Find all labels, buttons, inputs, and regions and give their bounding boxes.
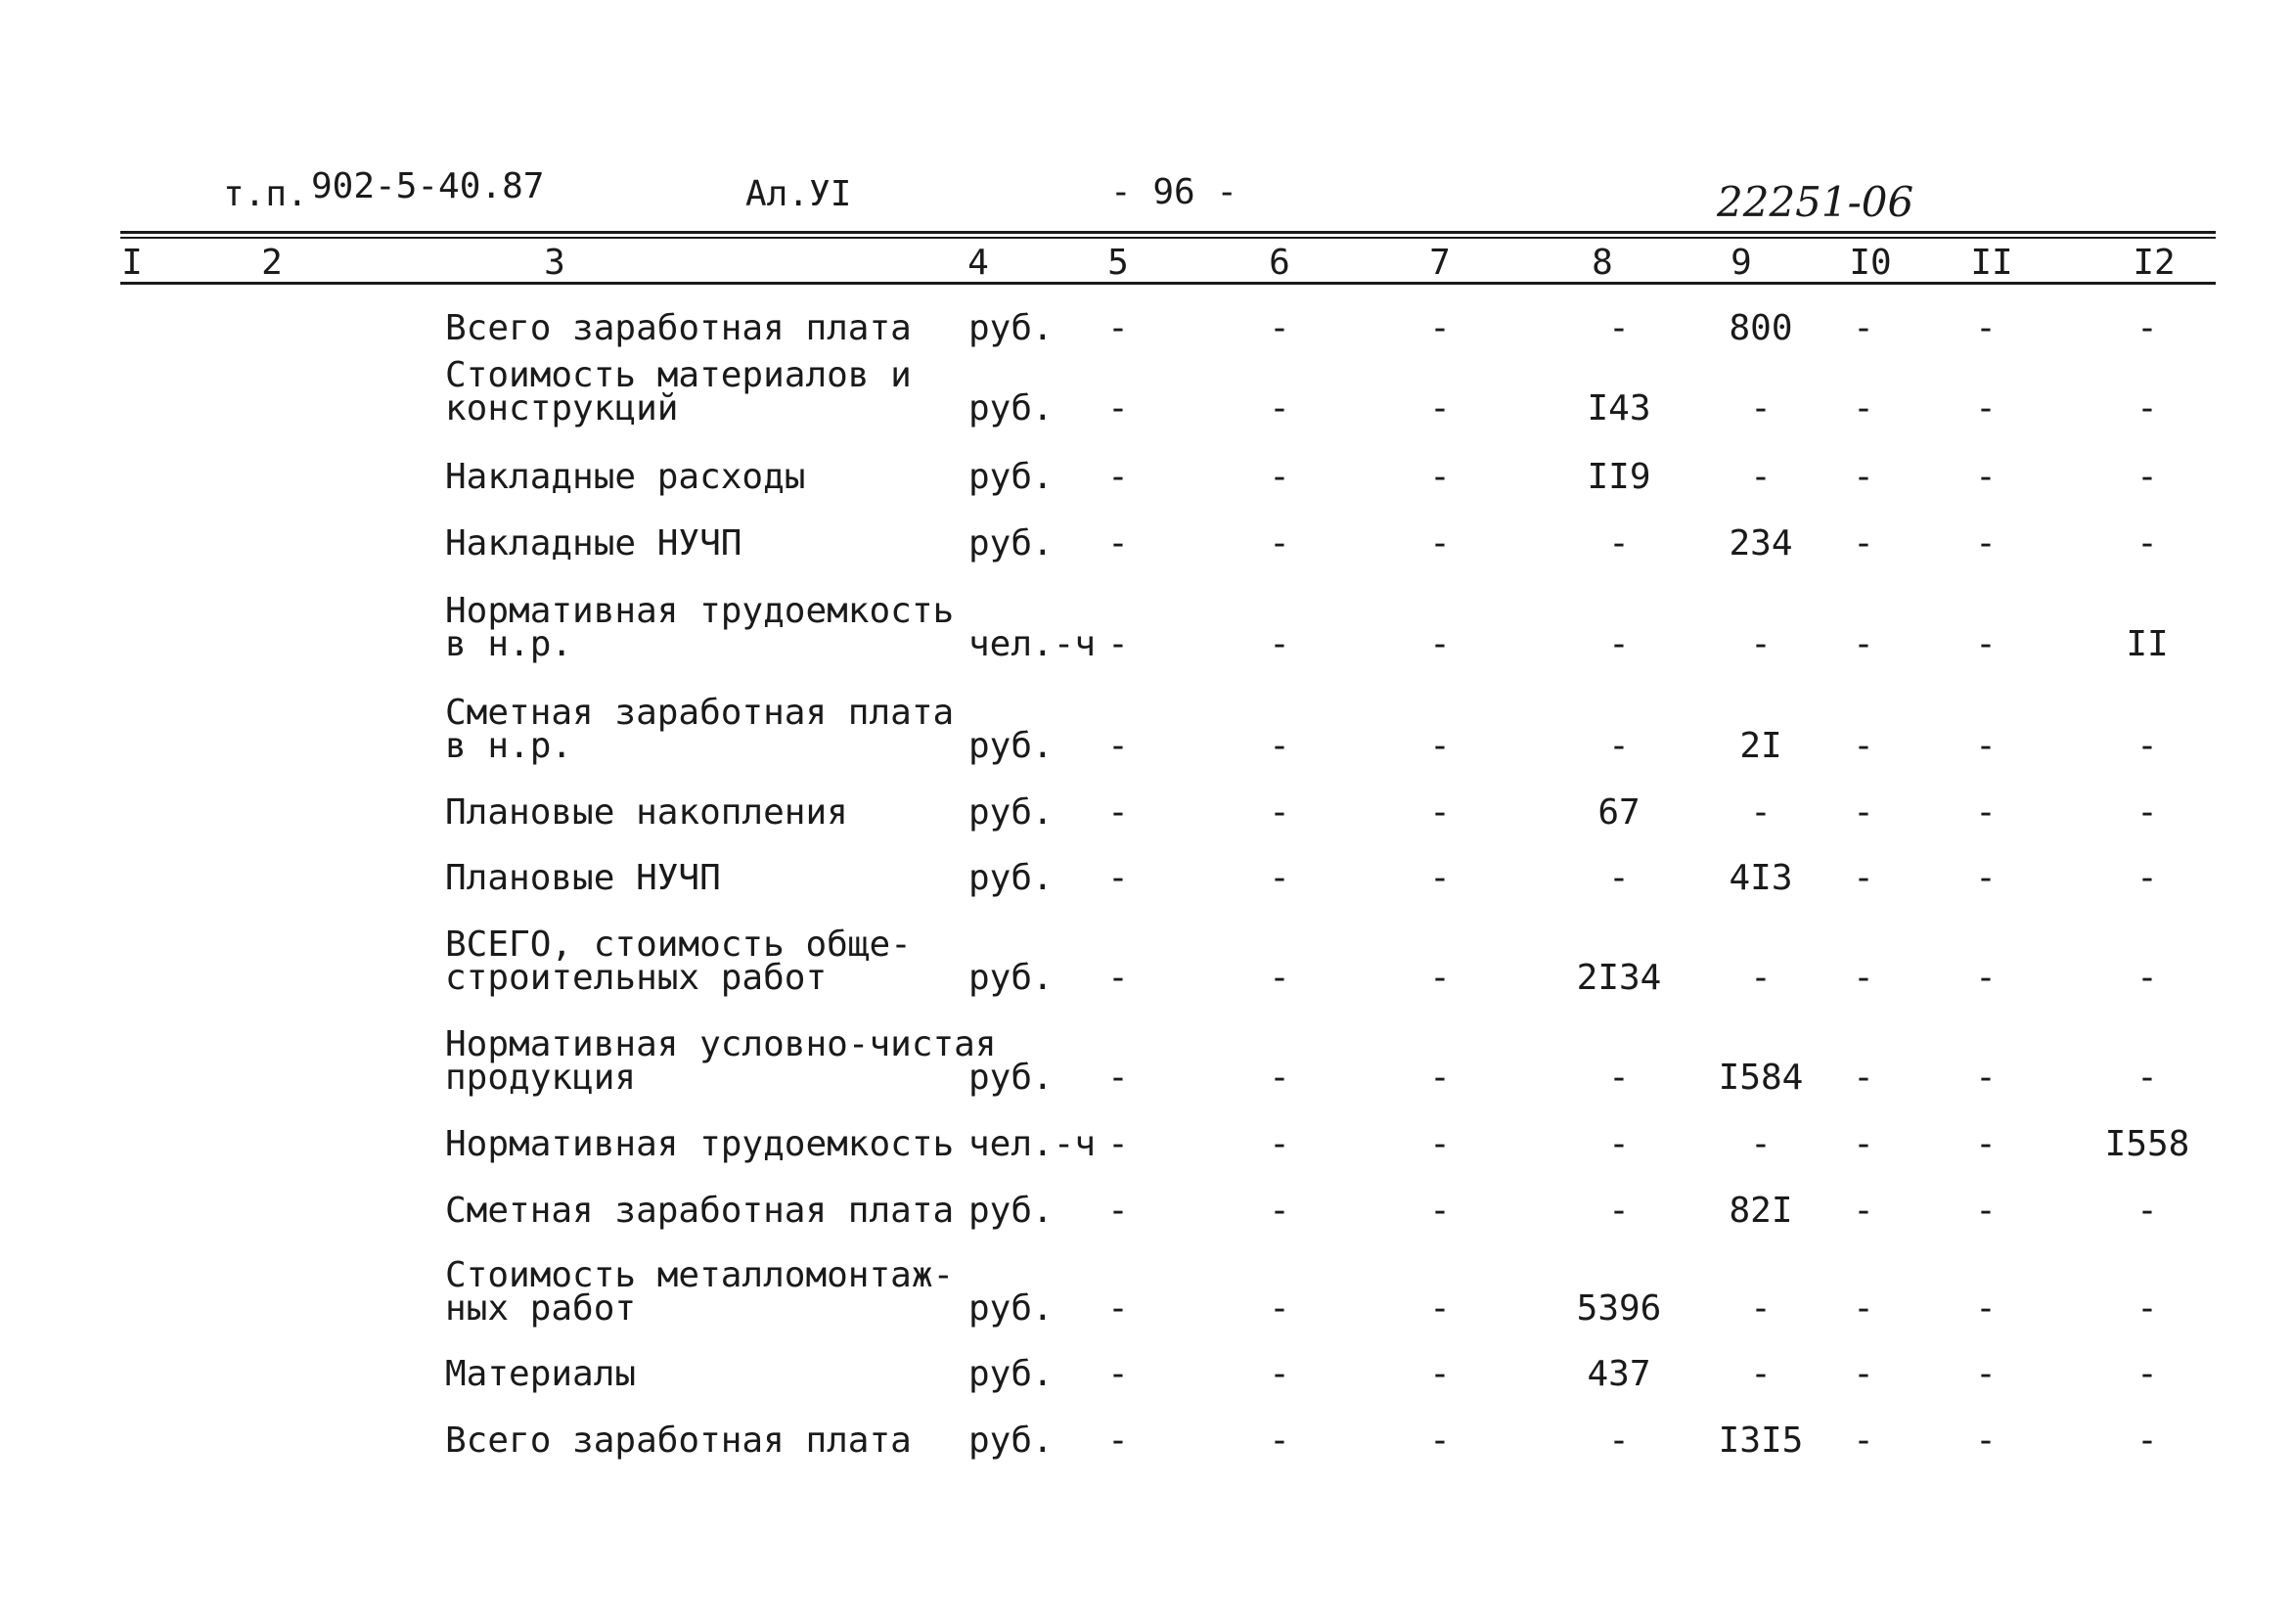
cell-c6: - bbox=[1269, 1288, 1290, 1329]
page-number: - 96 - bbox=[1110, 172, 1238, 212]
row-label: конструкций bbox=[445, 388, 679, 429]
cell-c8: I43 bbox=[1587, 388, 1651, 429]
cell-c6: - bbox=[1269, 388, 1290, 429]
cell-c11: - bbox=[1975, 1421, 1997, 1461]
cell-c6: - bbox=[1269, 1124, 1290, 1164]
column-header-1: I bbox=[121, 243, 143, 283]
cell-c11: - bbox=[1975, 958, 1997, 998]
row-label: продукция bbox=[445, 1058, 637, 1098]
cell-c6: - bbox=[1269, 858, 1290, 898]
cell-c5: - bbox=[1107, 1124, 1129, 1164]
cell-c12: - bbox=[2136, 958, 2158, 998]
cell-c12: - bbox=[2136, 1058, 2158, 1098]
cell-c9: - bbox=[1750, 1354, 1772, 1394]
cell-c7: - bbox=[1429, 523, 1451, 564]
tp-number: 902-5-40.87 bbox=[311, 166, 545, 206]
cell-c8: - bbox=[1608, 308, 1630, 348]
row-unit: руб. bbox=[968, 958, 1054, 998]
cell-c9: 800 bbox=[1729, 308, 1793, 348]
cell-c8: - bbox=[1608, 1058, 1630, 1098]
column-header-12: I2 bbox=[2133, 243, 2176, 283]
cell-c5: - bbox=[1107, 1288, 1129, 1329]
cell-c5: - bbox=[1107, 388, 1129, 429]
cell-c12: - bbox=[2136, 388, 2158, 429]
cell-c7: - bbox=[1429, 1191, 1451, 1231]
row-unit: руб. bbox=[968, 388, 1054, 429]
cell-c9: - bbox=[1750, 1124, 1772, 1164]
cell-c9: - bbox=[1750, 792, 1772, 833]
top-rule-second bbox=[120, 237, 2216, 239]
row-label: Нормативная трудоемкость bbox=[445, 1124, 955, 1164]
cell-c8: - bbox=[1608, 858, 1630, 898]
column-header-6: 6 bbox=[1269, 243, 1290, 283]
cell-c11: - bbox=[1975, 1058, 1997, 1098]
cell-c12: II bbox=[2126, 624, 2169, 664]
cell-c11: - bbox=[1975, 1124, 1997, 1164]
cell-c12: - bbox=[2136, 1354, 2158, 1394]
cell-c10: - bbox=[1853, 726, 1874, 766]
cell-c10: - bbox=[1853, 523, 1874, 564]
cell-c6: - bbox=[1269, 1058, 1290, 1098]
cell-c11: - bbox=[1975, 1354, 1997, 1394]
row-unit: руб. bbox=[968, 858, 1054, 898]
document-number: 22251-06 bbox=[1717, 178, 1914, 226]
column-header-9: 9 bbox=[1730, 243, 1752, 283]
cell-c5: - bbox=[1107, 958, 1129, 998]
cell-c8: 437 bbox=[1587, 1354, 1651, 1394]
row-label: в н.р. bbox=[445, 726, 573, 766]
cell-c10: - bbox=[1853, 388, 1874, 429]
cell-c7: - bbox=[1429, 958, 1451, 998]
cell-c7: - bbox=[1429, 624, 1451, 664]
cell-c10: - bbox=[1853, 1191, 1874, 1231]
cell-c8: - bbox=[1608, 523, 1630, 564]
column-header-10: I0 bbox=[1849, 243, 1892, 283]
cell-c10: - bbox=[1853, 1354, 1874, 1394]
cell-c10: - bbox=[1853, 624, 1874, 664]
row-label: Всего заработная плата bbox=[445, 308, 912, 348]
cell-c11: - bbox=[1975, 858, 1997, 898]
cell-c8: - bbox=[1608, 1421, 1630, 1461]
row-label: Накладные НУЧП bbox=[445, 523, 742, 564]
cell-c12: I558 bbox=[2104, 1124, 2190, 1164]
row-label: Стоимость металломонтаж- bbox=[445, 1255, 955, 1295]
cell-c9: 234 bbox=[1729, 523, 1793, 564]
column-header-8: 8 bbox=[1592, 243, 1613, 283]
cell-c8: - bbox=[1608, 1124, 1630, 1164]
cell-c8: - bbox=[1608, 726, 1630, 766]
cell-c10: - bbox=[1853, 1058, 1874, 1098]
cell-c12: - bbox=[2136, 1288, 2158, 1329]
row-label: Стоимость материалов и bbox=[445, 355, 912, 395]
row-unit: руб. bbox=[968, 1058, 1054, 1098]
cell-c7: - bbox=[1429, 457, 1451, 497]
cell-c11: - bbox=[1975, 624, 1997, 664]
row-unit: руб. bbox=[968, 1288, 1054, 1329]
row-unit: руб. bbox=[968, 1354, 1054, 1394]
cell-c11: - bbox=[1975, 308, 1997, 348]
row-label: строительных работ bbox=[445, 958, 828, 998]
cell-c10: - bbox=[1853, 1124, 1874, 1164]
row-label: Нормативная трудоемкость bbox=[445, 591, 955, 631]
cell-c6: - bbox=[1269, 624, 1290, 664]
cell-c12: - bbox=[2136, 858, 2158, 898]
cell-c7: - bbox=[1429, 1354, 1451, 1394]
cell-c12: - bbox=[2136, 457, 2158, 497]
cell-c7: - bbox=[1429, 388, 1451, 429]
cell-c7: - bbox=[1429, 1124, 1451, 1164]
cell-c7: - bbox=[1429, 1058, 1451, 1098]
cell-c12: - bbox=[2136, 726, 2158, 766]
row-unit: чел.-ч bbox=[968, 1124, 1097, 1164]
cell-c12: - bbox=[2136, 308, 2158, 348]
row-unit: руб. bbox=[968, 1421, 1054, 1461]
cell-c8: 67 bbox=[1597, 792, 1640, 833]
cell-c10: - bbox=[1853, 858, 1874, 898]
cell-c9: - bbox=[1750, 1288, 1772, 1329]
cell-c10: - bbox=[1853, 792, 1874, 833]
row-unit: руб. bbox=[968, 792, 1054, 833]
cell-c8: - bbox=[1608, 624, 1630, 664]
cell-c11: - bbox=[1975, 1191, 1997, 1231]
cell-c5: - bbox=[1107, 1421, 1129, 1461]
cell-c7: - bbox=[1429, 792, 1451, 833]
cell-c9: I3I5 bbox=[1718, 1421, 1804, 1461]
cell-c10: - bbox=[1853, 457, 1874, 497]
row-unit: руб. bbox=[968, 523, 1054, 564]
cell-c9: - bbox=[1750, 958, 1772, 998]
column-header-11: II bbox=[1970, 243, 2013, 283]
tp-prefix: т.п. bbox=[223, 174, 308, 214]
row-label: Нормативная условно-чистая bbox=[445, 1024, 997, 1064]
column-header-5: 5 bbox=[1107, 243, 1129, 283]
cell-c7: - bbox=[1429, 308, 1451, 348]
cell-c6: - bbox=[1269, 1354, 1290, 1394]
cell-c12: - bbox=[2136, 792, 2158, 833]
cell-c8: 5396 bbox=[1576, 1288, 1662, 1329]
row-unit: руб. bbox=[968, 726, 1054, 766]
cell-c7: - bbox=[1429, 1288, 1451, 1329]
column-header-3: 3 bbox=[544, 243, 565, 283]
cell-c9: - bbox=[1750, 388, 1772, 429]
row-unit: руб. bbox=[968, 1191, 1054, 1231]
album-label: Ал.УI bbox=[745, 174, 852, 214]
row-unit: чел.-ч bbox=[968, 624, 1097, 664]
cell-c5: - bbox=[1107, 792, 1129, 833]
row-label: ных работ bbox=[445, 1288, 637, 1329]
cell-c5: - bbox=[1107, 858, 1129, 898]
column-header-2: 2 bbox=[261, 243, 283, 283]
cell-c12: - bbox=[2136, 523, 2158, 564]
row-label: Сметная заработная плата bbox=[445, 693, 955, 733]
cell-c9: I584 bbox=[1718, 1058, 1804, 1098]
row-label: Всего заработная плата bbox=[445, 1421, 912, 1461]
row-unit: руб. bbox=[968, 457, 1054, 497]
column-header-7: 7 bbox=[1429, 243, 1451, 283]
cell-c9: - bbox=[1750, 457, 1772, 497]
row-label: Сметная заработная плата bbox=[445, 1191, 955, 1231]
cell-c5: - bbox=[1107, 726, 1129, 766]
header-bottom-rule bbox=[120, 282, 2216, 285]
cell-c7: - bbox=[1429, 726, 1451, 766]
cell-c6: - bbox=[1269, 308, 1290, 348]
cell-c6: - bbox=[1269, 792, 1290, 833]
cell-c5: - bbox=[1107, 1191, 1129, 1231]
cell-c11: - bbox=[1975, 388, 1997, 429]
row-label: ВСЕГО, стоимость обще- bbox=[445, 925, 912, 965]
cell-c10: - bbox=[1853, 1421, 1874, 1461]
cell-c12: - bbox=[2136, 1421, 2158, 1461]
cell-c11: - bbox=[1975, 726, 1997, 766]
cell-c7: - bbox=[1429, 1421, 1451, 1461]
cell-c5: - bbox=[1107, 308, 1129, 348]
cell-c5: - bbox=[1107, 1354, 1129, 1394]
cell-c6: - bbox=[1269, 958, 1290, 998]
cell-c6: - bbox=[1269, 457, 1290, 497]
cell-c9: 82I bbox=[1729, 1191, 1793, 1231]
row-label: Плановые НУЧП bbox=[445, 858, 721, 898]
cell-c11: - bbox=[1975, 523, 1997, 564]
cell-c11: - bbox=[1975, 792, 1997, 833]
cell-c8: II9 bbox=[1587, 457, 1651, 497]
cell-c10: - bbox=[1853, 958, 1874, 998]
cell-c9: 4I3 bbox=[1729, 858, 1793, 898]
cell-c7: - bbox=[1429, 858, 1451, 898]
top-rule bbox=[120, 231, 2216, 234]
cell-c11: - bbox=[1975, 1288, 1997, 1329]
cell-c6: - bbox=[1269, 523, 1290, 564]
cell-c10: - bbox=[1853, 1288, 1874, 1329]
cell-c11: - bbox=[1975, 457, 1997, 497]
cell-c9: - bbox=[1750, 624, 1772, 664]
column-header-4: 4 bbox=[967, 243, 989, 283]
cell-c8: - bbox=[1608, 1191, 1630, 1231]
cell-c10: - bbox=[1853, 308, 1874, 348]
row-label: Накладные расходы bbox=[445, 457, 806, 497]
cell-c6: - bbox=[1269, 1421, 1290, 1461]
cell-c6: - bbox=[1269, 1191, 1290, 1231]
cell-c5: - bbox=[1107, 624, 1129, 664]
cell-c9: 2I bbox=[1739, 726, 1782, 766]
row-label: в н.р. bbox=[445, 624, 573, 664]
cell-c5: - bbox=[1107, 457, 1129, 497]
cell-c8: 2I34 bbox=[1576, 958, 1662, 998]
row-label: Материалы bbox=[445, 1354, 637, 1394]
cell-c5: - bbox=[1107, 1058, 1129, 1098]
cell-c6: - bbox=[1269, 726, 1290, 766]
cell-c12: - bbox=[2136, 1191, 2158, 1231]
row-unit: руб. bbox=[968, 308, 1054, 348]
cell-c5: - bbox=[1107, 523, 1129, 564]
row-label: Плановые накопления bbox=[445, 792, 848, 833]
